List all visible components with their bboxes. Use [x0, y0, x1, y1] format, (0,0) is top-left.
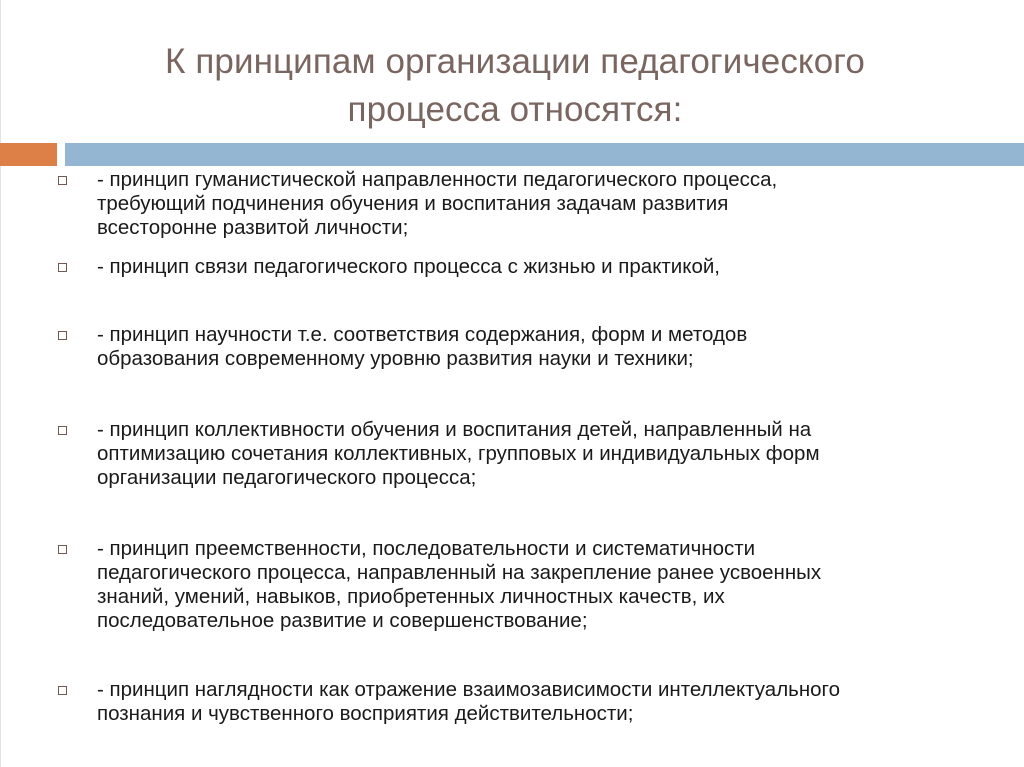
list-item-text: - принцип гуманистической направленности педагогического процесса, требующий подчинения обучения и воспитания задачам развития всесторонне развитой личности;	[97, 168, 778, 239]
list-item-text: - принцип преемственности, последовательности и систематичности педагогического процесса, направленный на закрепление ранее усвоенных знаний, умений, навыков, приобретенных личностных качеств, их последовательное развитие и совершенствование;	[97, 537, 822, 632]
list-item-text: - принцип связи педагогического процесса с жизнью и практикой,	[97, 255, 720, 278]
hollow-square-bullet-icon	[58, 686, 67, 695]
slide-left-border	[0, 0, 1, 767]
hollow-square-bullet-icon	[58, 176, 67, 185]
title-line-1: К принципам организации педагогического	[165, 42, 865, 81]
list-item-text: - принцип коллективности обучения и воспитания детей, направленный на оптимизацию сочетания коллективных, групповых и индивидуальных форм организации педагогического процесса;	[97, 418, 820, 489]
hollow-square-bullet-icon	[58, 545, 67, 554]
slide-title	[60, 38, 970, 134]
title-divider-bar	[65, 143, 1024, 166]
title-line-2: процесса относятся:	[347, 90, 683, 129]
hollow-square-bullet-icon	[58, 263, 67, 272]
list-item-text: - принцип научности т.е. соответствия содержания, форм и методов образования современному уровню развития науки и техники;	[97, 323, 748, 370]
hollow-square-bullet-icon	[58, 331, 67, 340]
accent-bar	[0, 143, 57, 166]
list-item-text: - принцип наглядности как отражение взаимозависимости интеллектуального познания и чувственного восприятия действительности;	[97, 678, 840, 725]
hollow-square-bullet-icon	[58, 426, 67, 435]
